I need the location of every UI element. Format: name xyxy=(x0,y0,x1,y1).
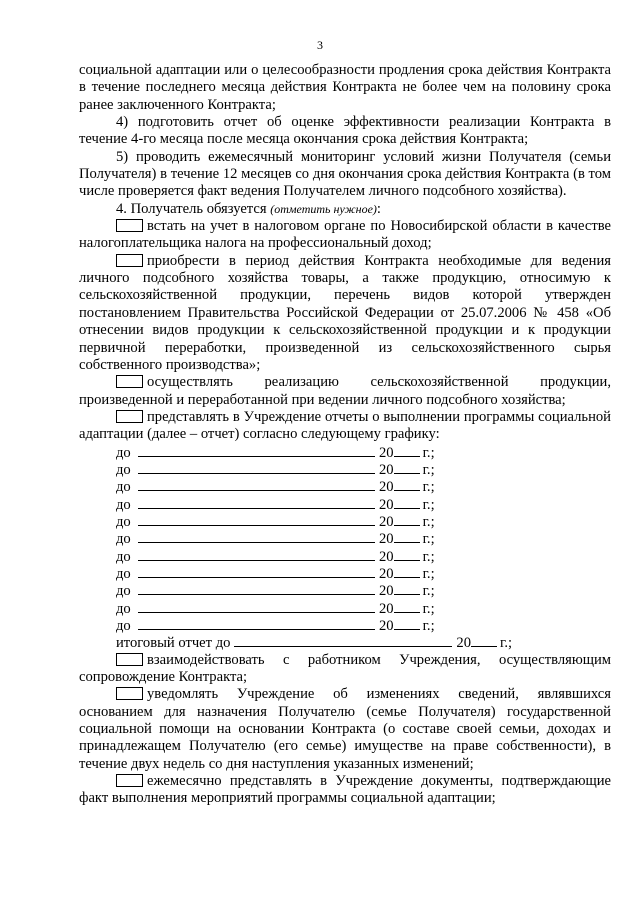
section-4-title: 4. Получатель обязуется xyxy=(116,200,267,217)
checkbox-submit-reports[interactable] xyxy=(116,410,143,423)
option-text: осуществлять реализацию сельскохозяйственной продукции, произведенной и переработанной при ведении личного подсобного хозяйства; xyxy=(79,374,611,408)
option-monthly-documents xyxy=(79,773,611,808)
schedule-prefix: до xyxy=(116,565,131,582)
year-suffix: г.; xyxy=(422,496,435,513)
year-field[interactable] xyxy=(394,617,420,630)
date-field[interactable] xyxy=(138,496,375,509)
year-field[interactable] xyxy=(394,496,420,509)
schedule-prefix: до xyxy=(116,618,131,634)
document-body xyxy=(79,62,611,808)
paragraph-item-5: 5) проводить ежемесячный мониторинг условий жизни Получателя (семьи Получателя) в течение 12 месяцев со дня окончания срока действия Контракта (в том числе проверяется факт ведения Получателем личного подсобного хозяйства). xyxy=(79,148,611,200)
year-field[interactable] xyxy=(394,565,420,578)
year-field[interactable] xyxy=(394,548,420,561)
schedule-prefix: до xyxy=(116,531,131,548)
year-prefix: 20 xyxy=(379,444,394,461)
option-tax-registration xyxy=(79,218,611,253)
year-prefix: 20 xyxy=(379,513,394,530)
date-field[interactable] xyxy=(138,548,375,561)
year-prefix: 20 xyxy=(379,531,394,548)
option-notify-changes xyxy=(79,686,611,773)
option-text: ежемесячно представлять в Учреждение документы, подтверждающие факт выполнения мероприятий программы социальной адаптации; xyxy=(79,773,611,807)
year-prefix: 20 xyxy=(379,618,394,634)
year-field[interactable] xyxy=(394,478,420,491)
year-prefix: 20 xyxy=(379,479,394,496)
year-prefix: 20 xyxy=(456,635,472,652)
year-prefix: 20 xyxy=(379,548,394,565)
checkbox-sell-products[interactable] xyxy=(116,375,143,388)
year-field[interactable] xyxy=(394,600,420,613)
final-report-row xyxy=(79,634,611,651)
schedule-prefix: до xyxy=(116,444,131,461)
schedule-prefix: до xyxy=(116,496,131,513)
schedule-prefix: до xyxy=(116,479,131,496)
year-suffix: г.; xyxy=(422,479,435,496)
schedule-row xyxy=(79,548,611,565)
year-prefix: 20 xyxy=(379,496,394,513)
schedule-row xyxy=(79,582,611,599)
year-suffix: г.; xyxy=(422,600,435,617)
year-field[interactable] xyxy=(394,444,420,457)
schedule-prefix: до xyxy=(116,583,131,600)
date-field[interactable] xyxy=(138,478,375,491)
paragraph-continuation: социальной адаптации или о целесообразности продления срока действия Контракта в течение последнего месяца действия Контракта не более чем на половину срока ранее заключенного Контракта; xyxy=(79,62,611,113)
schedule-row xyxy=(79,444,611,461)
year-field[interactable] xyxy=(394,530,420,543)
year-field[interactable] xyxy=(394,513,420,526)
checkbox-monthly-documents[interactable] xyxy=(116,774,143,787)
date-field[interactable] xyxy=(138,444,375,457)
schedule-row xyxy=(79,461,611,478)
year-suffix: г.; xyxy=(500,635,513,652)
year-prefix: 20 xyxy=(379,583,394,600)
checkbox-interact-worker[interactable] xyxy=(116,653,143,666)
schedule-row xyxy=(79,565,611,582)
option-text: уведомлять Учреждение об изменениях сведений, являвшихся основанием для назначения Получателю (семье Получателя) государственной социальной помощи на основании Контракта (о составе своей семьи, доходах и принадлежащем Получателю (его семье) имуществе на праве собственности), в течение двух недель со дня наступления указанных изменений; xyxy=(79,686,611,772)
option-sell-products xyxy=(79,374,611,409)
option-text: приобрести в период действия Контракта необходимые для ведения личного подсобного хозяйства товары, а также продукцию, относимую к сельскохозяйственной продукции, перечень видов которой утвержден постановлением Правительства Российской Федерации от 25.07.2006 № 458 «Об отнесении видов продукции к сельскохозяйственной продукции и к продукции первичной переработки, произведенной из сельскохозяйственного сырья собственного производства»; xyxy=(79,252,611,373)
year-field[interactable] xyxy=(394,461,420,474)
section-4-colon: : xyxy=(376,200,381,217)
option-text: встать на учет в налоговом органе по Новосибирской области в качестве налогоплательщика налога на профессиональный доход; xyxy=(79,218,611,252)
checkbox-notify-changes[interactable] xyxy=(116,687,143,700)
final-report-label: итоговый отчет до xyxy=(116,635,231,652)
year-prefix: 20 xyxy=(379,461,394,478)
year-suffix: г.; xyxy=(422,565,435,582)
option-text: представлять в Учреждение отчеты о выполнении программы социальной адаптации (далее – отчет) согласно следующему графику: xyxy=(79,408,611,443)
checkbox-tax-registration[interactable] xyxy=(116,219,143,232)
year-suffix: г.; xyxy=(422,531,435,548)
year-suffix: г.; xyxy=(422,548,435,565)
year-prefix: 20 xyxy=(379,600,394,617)
option-text: взаимодействовать с работником Учреждения, осуществляющим сопровождение Контракта; xyxy=(79,651,611,686)
schedule-row xyxy=(79,513,611,530)
final-date-field[interactable] xyxy=(234,634,452,647)
schedule-prefix: до xyxy=(116,600,131,617)
option-purchase-goods xyxy=(79,253,611,374)
date-field[interactable] xyxy=(138,617,375,630)
date-field[interactable] xyxy=(138,530,375,543)
year-field[interactable] xyxy=(394,582,420,595)
schedule-row xyxy=(79,496,611,513)
schedule-prefix: до xyxy=(116,513,131,530)
date-field[interactable] xyxy=(138,600,375,613)
year-prefix: 20 xyxy=(379,565,394,582)
schedule-row xyxy=(79,600,611,617)
year-suffix: г.; xyxy=(422,461,435,478)
report-schedule xyxy=(79,444,611,652)
schedule-prefix: до xyxy=(116,548,131,565)
schedule-row xyxy=(79,617,611,634)
schedule-row xyxy=(79,478,611,495)
final-year-field[interactable] xyxy=(471,634,497,647)
paragraph-item-4: 4) подготовить отчет об оценке эффективности реализации Контракта в течение 4-го месяца после месяца окончания срока действия Контракта; xyxy=(79,114,611,148)
year-suffix: г.; xyxy=(422,618,435,634)
schedule-row xyxy=(79,530,611,547)
date-field[interactable] xyxy=(138,461,375,474)
section-4-heading xyxy=(79,201,611,218)
checkbox-purchase-goods[interactable] xyxy=(116,254,143,267)
year-suffix: г.; xyxy=(422,444,435,461)
page-number: 3 xyxy=(317,38,323,52)
year-suffix: г.; xyxy=(422,513,435,530)
option-interact-worker xyxy=(79,652,611,687)
option-submit-reports xyxy=(79,409,611,444)
date-field[interactable] xyxy=(138,513,375,526)
section-4-note: (отметить нужное) xyxy=(270,201,377,216)
date-field[interactable] xyxy=(138,582,375,595)
date-field[interactable] xyxy=(138,565,375,578)
schedule-prefix: до xyxy=(116,461,131,478)
year-suffix: г.; xyxy=(422,583,435,600)
